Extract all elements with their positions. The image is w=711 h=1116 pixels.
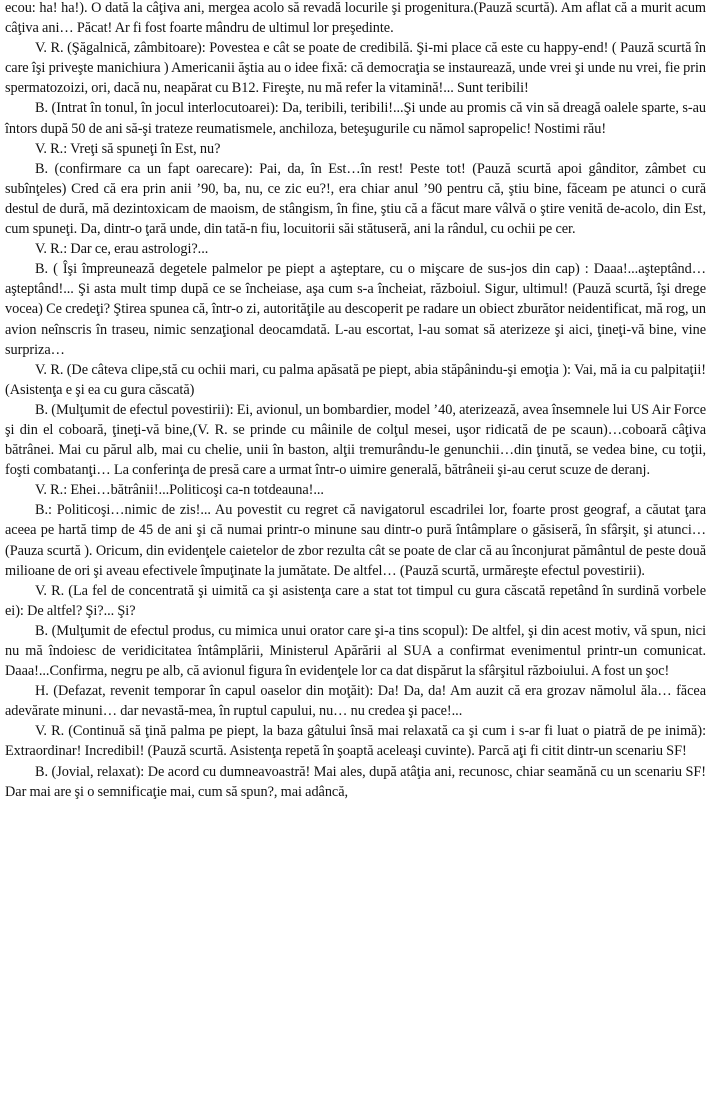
paragraph-vr-palpitatii: V. R. (De câteva clipe,stă cu ochii mari, cu palma apăsată pe piept, abia stăpânindu-şi emoţia ): Vai, mă ia cu palpitaţii! (Asistenţa e şi ea cu gura căscată) (5, 361, 706, 398)
paragraph-vr-astrologi: V. R.: Dar ce, erau astrologi?... (35, 241, 209, 258)
paragraph-vr-scenariu: V. R. (Continuă să ţină palma pe piept, la baza gâtului însă mai relaxată ca şi cum i s-ar fi luat o piatră de pe inimă): Extraordinar! Incredibil! (Pauză scurtă. Asistenţa repetă în şoaptă aceleaşi cuvinte). Parcă aţi fi citit dintr-un scenariu SF! (5, 723, 706, 760)
paragraph-b-politicosi: B.: Politicoşi…nimic de zis!... Au povestit cu regret că navigatorul escadrilei lor, foarte prost geograf, a căutat ţara aceea pe hartă timp de 45 de ani şi că numai printr-o minune sau dintr-o pură întâmplare o găsiseră, în sfârşit, şi atunci…(Pauza scurtă ). Oricum, din evidenţele caietelor de zbor rezulta cât se poate de clar că au înconjurat pământul de peste două milioane de ori şi aveau efectivele împuţinate la jumătate. De altfel… (Pauză scurtă, urmăreşte efectul povestirii). (5, 502, 706, 579)
paragraph-continuation: ecou: ha! ha!). O dată la câţiva ani, mergea acolo să revadă locurile şi progenitura.(Pauză scurtă). Am aflat că a murit acum câţiva ani… Păcat! Ar fi fost foarte mândru de ultimul lor preşedinte. (5, 0, 706, 37)
paragraph-vr-credible: V. R. (Şăgalnică, zâmbitoare): Povestea e cât se poate de credibilă. Şi-mi place că este cu happy-end! ( Pauză scurtă în care îşi priveşte manichiura ) Americanii ăştia au o idee fixă: că democraţia se instaurează, unde vrei şi unde nu vrei, fie prin spermatozoizi, ori, dacă nu, neapărat cu B12. Fireşte, nu mă refer la vitamină!... Sunt teribili! (5, 40, 706, 97)
paragraph-b-asteptand: B. ( Îşi împreunează degetele palmelor pe piept a aşteptare, cu o mişcare de sus-jos din cap) : Daaa!...aşteptând…aşteptând!... Şi asta mult timp după ce se încheiase, aşa cum s-a încheiat, războiul. Sigur, ultimul! (Pauză scurtă, îşi drege vocea) Ce credeţi? Ştirea spunea că, într-o zi, autorităţile au descoperit pe radare un obiect zburător neidentificat, mă rog, un avion neînscris în traseu, nimic senzaţional deocamdată. L-au escortat, l-au somat să aterizeze şi aici, ţineţi-vă bine, vine surpriza… (5, 261, 706, 358)
paragraph-b-teribili: B. (Intrat în tonul, în jocul interlocutoarei): Da, teribili, teribili!...Şi unde au promis că vin să dreagă oalele sparte, s-au întors după 50 de ani să-şi trateze reumatismele, anchiloza, beteşugurile cu nămol sapropelic! Nostimi rău! (5, 100, 706, 137)
paragraph-vr-est: V. R.: Vreţi să spuneţi în Est, nu? (35, 140, 221, 157)
paragraph-b-comunicat: B. (Mulţumit de efectul produs, cu mimica unui orator care şi-a tins scopul): De altfel, şi din acest motiv, vă spun, nici nu mă îndoiesc de veridicitatea întâmplării, Ministerul Apărării al SUA a confirmat evenimentul printr-un comunicat. Daaa!...Confirma, negru pe alb, că avionul figura în evidenţele lor ca dat dispărut la sfârşitul războiului. A fost un şoc! (5, 622, 706, 680)
paragraph-b-avionul: B. (Mulţumit de efectul povestirii): Ei, avionul, un bombardier, model ’40, aterizează, avea însemnele lui US Air Force şi din el coboară, ţineţi-vă bine,(V. R. se prinde cu mâinile de colţul mesei, uşor ridicată de pe scaun)…coboară câţiva bătrânei. Mai cu părul alb, mai cu chelie, unii în baston, alţii tremurându-le genunchii…din ţinută, se vedea bine, cu toţii, foşti combatanţi… La conferinţa de presă care a urmat într-o uimire generală, bătrâneii şi-au cerut scuze de deranj. (5, 401, 706, 479)
paragraph-vr-batranii: V. R.: Ehei…bătrânii!...Politicoşi ca-n totdeauna!... (35, 482, 324, 499)
paragraph-b-jovial: B. (Jovial, relaxat): De acord cu dumneavoastră! Mai ales, după atâţia ani, recunosc, chiar seamănă cu un scenariu SF! Dar mai are şi o semnificaţie mai, cum să spun?, mai adâncă, (5, 763, 706, 800)
paragraph-vr-de-altfel: V. R. (La fel de concentrată şi uimită ca şi asistenţa care a stat tot timpul cu gura căscată repetând în surdină vorbele ei): De altfel? Şi?... Şi? (5, 582, 706, 619)
paragraph-h-namol: H. (Defazat, revenit temporar în capul oaselor din moţăit): Da! Da, da! Am auzit că era grozav nămolul ăla… făcea adevărate minuni… dar nevastă-mea, în ruptul capului, nu… nu credea şi pace!... (5, 683, 706, 720)
paragraph-b-est: B. (confirmare ca un fapt oarecare): Pai, da, în Est…în rest! Peste tot! (Pauză scurtă apoi gânditor, zâmbet cu subînţeles) Cred că era prin anii ’90, ba, nu, ce zic eu?!, era chiar anul ’90 pentru că, ştiu bine, făceam pe atunci o cură destul de dură, mă dezintoxicam de maoism, de stângism, în fine, ştiu că a făcut mare vâlvă o ştire venită de-acolo, din Est, cum spuneţi. Da, dintr-o ţară unde, din tată-n fiu, locuitorii săi stătuseră, ani la rândul, cu ochii pe cer. (5, 160, 706, 238)
